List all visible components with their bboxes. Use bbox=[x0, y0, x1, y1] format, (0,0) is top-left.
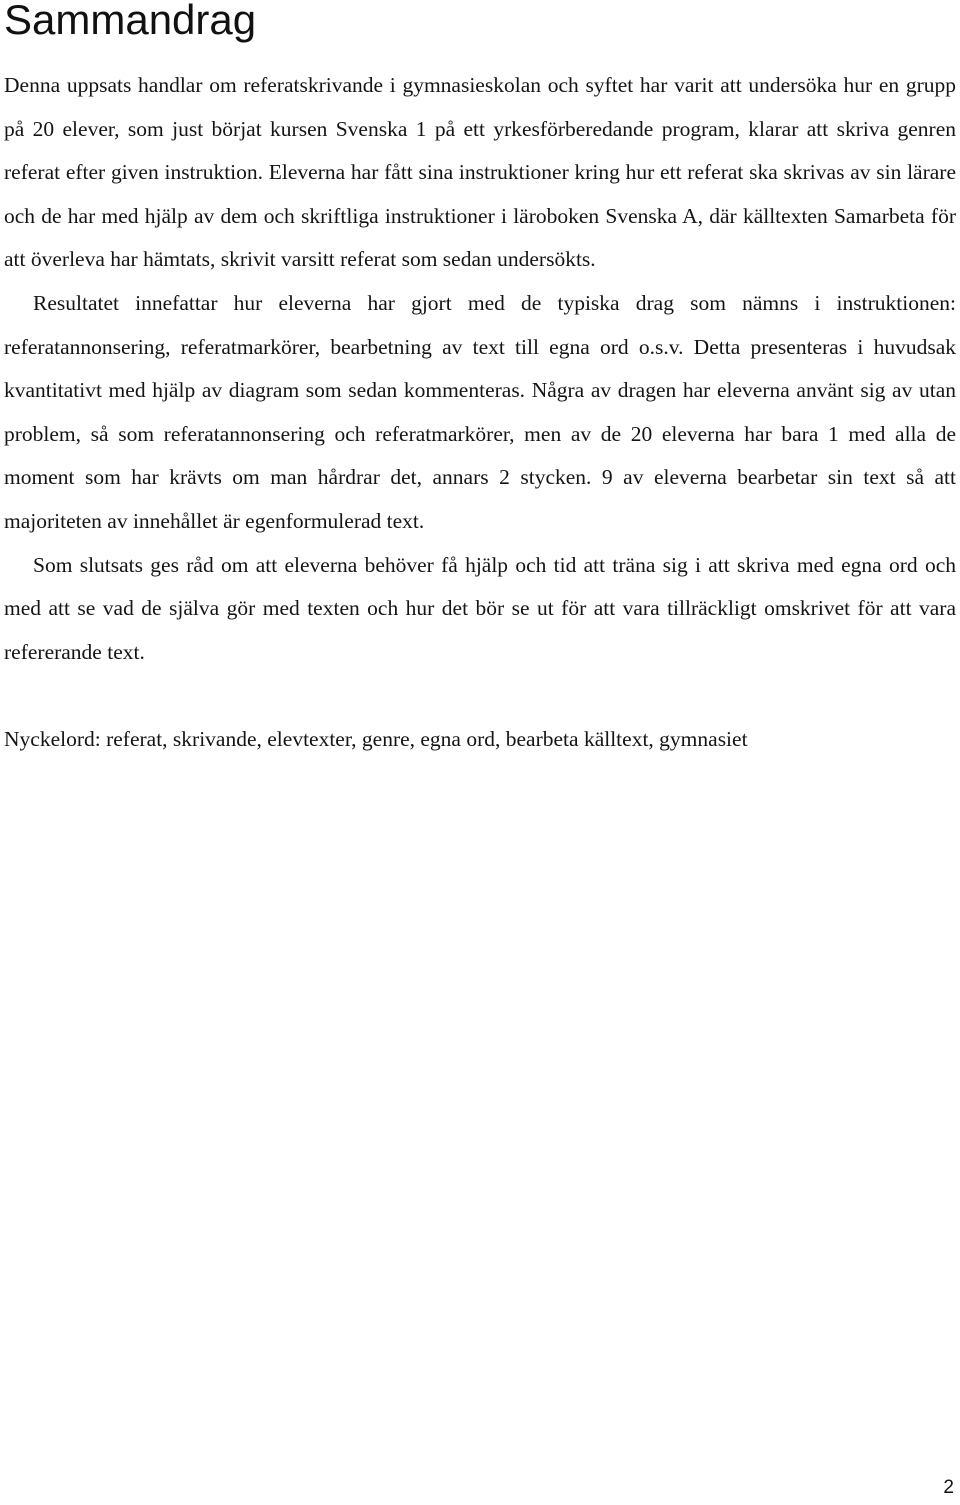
page-number: 2 bbox=[943, 1477, 954, 1498]
paragraph-results: Resultatet innefattar hur eleverna har gjort med de typiska drag som nämns i instruktionen: referatannonsering, referatmarkörer, bearbetning av text till egna ord o.s.v. Detta presenteras i huvudsak kvantitativt med hjälp av diagram som sedan kommenteras. Några av dragen har eleverna använt sig av utan problem, så som referatannonsering och referatmarkörer, men av de 20 eleverna har bara 1 med alla de moment som har krävts om man hårdrar det, annars 2 stycken. 9 av eleverna bearbetar sin text så att majoriteten av innehållet är egenformulerad text. bbox=[4, 290, 956, 533]
paragraph-conclusion: Som slutsats ges råd om att eleverna behöver få hjälp och tid att träna sig i att skriva med egna ord och med att se vad de själva gör med texten och hur det bör se ut för att vara tillräckligt omskrivet för att vara refererande text. bbox=[4, 552, 956, 664]
abstract-body bbox=[4, 64, 956, 762]
paragraph-spacer bbox=[4, 674, 956, 718]
page-title: Sammandrag bbox=[4, 0, 257, 43]
paragraph-intro: Denna uppsats handlar om referatskrivande i gymnasieskolan och syftet har varit att undersöka hur en grupp på 20 elever, som just börjat kursen Svenska 1 på ett yrkesförberedande program, klarar att skriva genren referat efter given instruktion. Eleverna har fått sina instruktioner kring hur ett referat ska skrivas av sin lärare och de har med hjälp av dem och skriftliga instruktioner i läroboken Svenska A, där källtexten Samarbeta för att överleva har hämtats, skrivit varsitt referat som sedan undersökts. bbox=[4, 73, 956, 272]
keywords-line: Nyckelord: referat, skrivande, elevtexter, genre, egna ord, bearbeta källtext, gymnasiet bbox=[4, 726, 748, 751]
